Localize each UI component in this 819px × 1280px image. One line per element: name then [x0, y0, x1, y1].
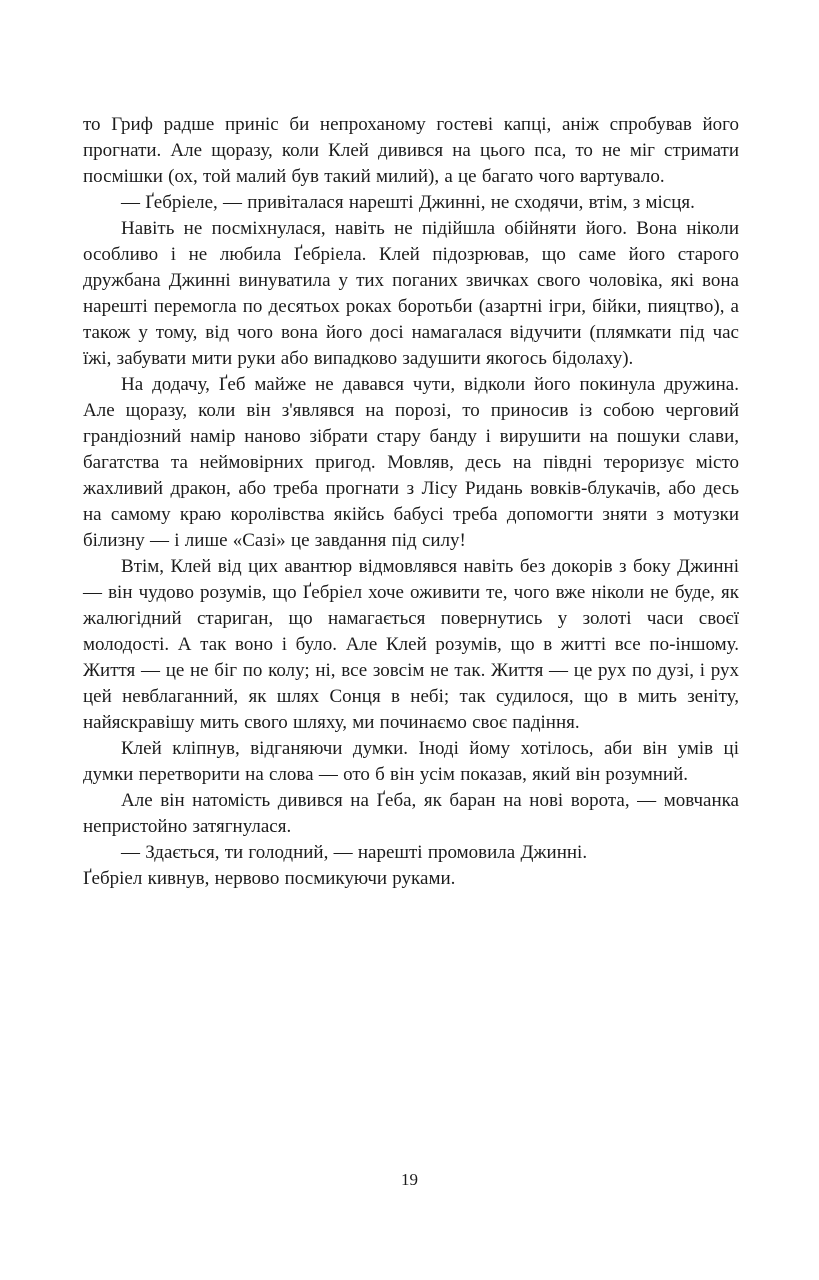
paragraph: то Гриф радше приніс би непроханому гостеві капці, аніж спробував його прогнати. Але щоразу, коли Клей дивився на цього пса, то не міг стримати посмішки (ох, той малий був такий милий), а це багато чого вартувало.	[83, 114, 739, 187]
paragraph: Але він натомість дивився на Ґеба, як баран на нові ворота, — мовчанка непристойно затягнулася.	[83, 790, 739, 837]
paragraph: — Ґебріеле, — привіталася нарешті Джинні, не сходячи, втім, з місця.	[121, 192, 695, 213]
paragraph: На додачу, Ґеб майже не давався чути, відколи його покинула дружина. Але щоразу, коли він з'являвся на порозі, то приносив із собою черговий грандіозний намір наново зібрати стару банду і вирушити на пошуки слави, багатства та неймовірних пригод. Мовляв, десь на півдні тероризує місто жахливий дракон, або треба прогнати з Лісу Ридань вовків-блукачів, або десь на самому краю королівства якійсь бабусі треба допомогти зняти з мотузки білизну — і лише «Сазі» це завдання під силу!	[83, 374, 739, 551]
text-block	[83, 112, 739, 892]
paragraph: Ґебріел кивнув, нервово посмикуючи руками.	[83, 868, 456, 889]
paragraph: Клей кліпнув, відганяючи думки. Іноді йому хотілось, аби він умів ці думки перетворити на слова — ото б він усім показав, який він розумний.	[83, 738, 739, 785]
paragraph: — Здається, ти голодний, — нарешті промовила Джинні.	[121, 842, 588, 863]
page-number: 19	[401, 1170, 418, 1189]
paragraph: Навіть не посміхнулася, навіть не підійшла обійняти його. Вона ніколи особливо і не любила Ґебріела. Клей підозрював, що саме його старого дружбана Джинні винуватила у тих поганих звичках свого чоловіка, які вона нарешті перемогла по десятьох роках боротьби (азартні ігри, бійки, пияцтво), а також у тому, від чого вона його досі намагалася відучити (плямкати під час їжі, забувати мити руки або випадково задушити якогось бідолаху).	[83, 218, 739, 369]
paragraph: Втім, Клей від цих авантюр відмовлявся навіть без докорів з боку Джинні — він чудово розумів, що Ґебріел хоче оживити те, чого вже ніколи не буде, як жалюгідний стариган, що намагається повернутись у золоті часи своєї молодості. А так воно і було. Але Клей розумів, що в житті все по-іншому. Життя — це не біг по колу; ні, все зовсім не так. Життя — це рух по дузі, і рух цей невблаганний, як шлях Сонця в небі; так судилося, що в мить зеніту, найяскравішу мить свого шляху, ми починаємо своє падіння.	[83, 556, 739, 733]
